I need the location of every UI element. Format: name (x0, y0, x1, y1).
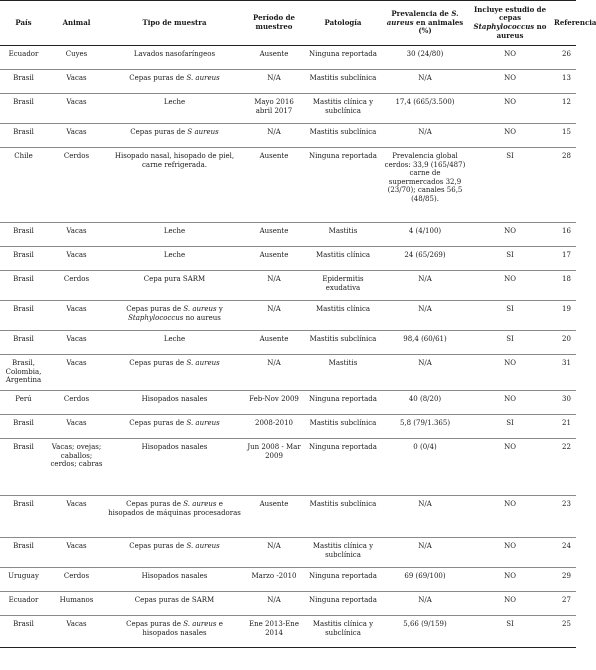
cell-tipo-muestra (106, 301, 243, 331)
header-prevalencia-tail: en animales (%) (413, 17, 464, 36)
cell-periodo: N/A (243, 592, 305, 616)
cell-animal: Cuyes (47, 46, 106, 70)
cell-tipo-muestra (106, 616, 243, 648)
cell-animal: Vacas (47, 94, 106, 124)
tipo-text: e hisopados nasales (142, 620, 223, 637)
cell-pais: Brasil (0, 301, 47, 331)
cell-periodo: N/A (243, 538, 305, 568)
table-row (0, 355, 576, 391)
cell-pais: Brasil (0, 496, 47, 538)
tipo-text: Cepas puras de (126, 305, 184, 313)
cell-patologia: Mastitis subclínica (305, 496, 381, 538)
cell-prevalencia: 98,4 (60/61) (381, 331, 469, 355)
cell-incluye: SI (469, 148, 551, 223)
cell-animal: Vacas (47, 247, 106, 271)
header-prevalencia-species: S. aureus (386, 9, 459, 27)
table-row (0, 46, 576, 70)
table-row (0, 391, 576, 415)
cell-pais: Brasil (0, 94, 47, 124)
cell-prevalencia: N/A (381, 271, 469, 301)
cell-incluye: SI (469, 301, 551, 331)
cell-patologia: Ninguna reportada (305, 148, 381, 223)
cell-tipo-muestra (106, 70, 243, 94)
cell-animal: Vacas (47, 301, 106, 331)
cell-prevalencia: 4 (4/100) (381, 223, 469, 247)
cell-periodo: Ausente (243, 148, 305, 223)
cell-tipo-muestra (106, 124, 243, 148)
table-row (0, 148, 576, 223)
cell-prevalencia: 69 (69/100) (381, 568, 469, 592)
cell-referencia: 26 (551, 46, 576, 70)
cell-incluye: SI (469, 331, 551, 355)
table-header (0, 1, 596, 46)
cell-prevalencia: N/A (381, 124, 469, 148)
cell-prevalencia: N/A (381, 592, 469, 616)
tipo-text: Cepas puras de (130, 128, 188, 136)
cell-incluye: NO (469, 568, 551, 592)
cell-pais: Brasil (0, 415, 47, 439)
cell-referencia: 27 (551, 592, 576, 616)
cell-pais: Chile (0, 148, 47, 223)
header-patologia: Patología (305, 1, 381, 46)
cell-tipo-muestra: Leche (106, 247, 243, 271)
cell-prevalencia: N/A (381, 496, 469, 538)
cell-animal: Vacas (47, 355, 106, 391)
species-name: S. aureus (183, 500, 217, 508)
cell-prevalencia: 30 (24/80) (381, 46, 469, 70)
cell-periodo: Ausente (243, 46, 305, 70)
cell-prevalencia: 24 (65/269) (381, 247, 469, 271)
header-prevalencia-text: Prevalencia de (391, 9, 452, 19)
cell-referencia: 28 (551, 148, 576, 223)
cell-patologia: Mastitis clínica (305, 301, 381, 331)
species-name: S. aureus (186, 359, 220, 367)
cell-patologia: Mastitis subclínica (305, 415, 381, 439)
cell-patologia: Mastitis (305, 223, 381, 247)
cell-tipo-muestra: Hisopados nasales (106, 568, 243, 592)
cell-periodo: Ene 2013-Ene 2014 (243, 616, 305, 648)
cell-referencia: 29 (551, 568, 576, 592)
cell-referencia: 19 (551, 301, 576, 331)
cell-prevalencia: 40 (8/20) (381, 391, 469, 415)
cell-periodo: Feb-Nov 2009 (243, 391, 305, 415)
cell-periodo: Mayo 2016 abril 2017 (243, 94, 305, 124)
table-row (0, 616, 576, 648)
cell-referencia: 31 (551, 355, 576, 391)
cell-tipo-muestra (106, 415, 243, 439)
cell-patologia: Epidermitis exudativa (305, 271, 381, 301)
cell-tipo-muestra: Hisopados nasales (106, 439, 243, 496)
cell-pais: Brasil (0, 70, 47, 94)
cell-pais: Brasil (0, 538, 47, 568)
cell-pais: Brasil (0, 616, 47, 648)
cell-tipo-muestra (106, 355, 243, 391)
cell-prevalencia: N/A (381, 355, 469, 391)
species-name: S. aureus (186, 542, 220, 550)
cell-periodo: N/A (243, 124, 305, 148)
cell-pais: Brasil (0, 439, 47, 496)
table-row (0, 592, 576, 616)
species-name: S. aureus (186, 74, 220, 82)
tipo-text: e hisopados de máquinas procesadoras (108, 500, 241, 517)
cell-animal: Vacas (47, 124, 106, 148)
cell-periodo: N/A (243, 301, 305, 331)
cell-incluye: NO (469, 124, 551, 148)
species-name: S aureus (187, 128, 219, 136)
table-row (0, 70, 576, 94)
cell-periodo: Ausente (243, 331, 305, 355)
cell-periodo: Ausente (243, 223, 305, 247)
header-tipo-muestra: Tipo de muestra (106, 1, 243, 46)
cell-referencia: 30 (551, 391, 576, 415)
cell-referencia: 15 (551, 124, 576, 148)
cell-referencia: 23 (551, 496, 576, 538)
cell-tipo-muestra: Hisopados nasales (106, 391, 243, 415)
cell-tipo-muestra: Leche (106, 94, 243, 124)
cell-patologia: Ninguna reportada (305, 439, 381, 496)
cell-prevalencia: 5,66 (9/159) (381, 616, 469, 648)
cell-referencia: 24 (551, 538, 576, 568)
cell-patologia: Ninguna reportada (305, 46, 381, 70)
cell-pais: Brasil (0, 124, 47, 148)
cell-periodo: N/A (243, 355, 305, 391)
header-animal: Animal (47, 1, 106, 46)
cell-incluye: NO (469, 271, 551, 301)
header-referencia: Referencia (551, 1, 576, 46)
cell-pais: Brasil, Colombia, Argentina (0, 355, 47, 391)
cell-patologia: Mastitis clínica y subclínica (305, 616, 381, 648)
cell-referencia: 18 (551, 271, 576, 301)
tipo-text: Cepas puras de (129, 74, 187, 82)
cell-periodo: N/A (243, 70, 305, 94)
cell-prevalencia: N/A (381, 70, 469, 94)
cell-tipo-muestra: Leche (106, 331, 243, 355)
table-row (0, 223, 576, 247)
cell-pais: Perú (0, 391, 47, 415)
cell-animal: Vacas; ovejas; caballos; cerdos; cabras (47, 439, 106, 496)
tipo-text: Cepas puras de (129, 542, 187, 550)
cell-patologia: Mastitis (305, 355, 381, 391)
cell-incluye: SI (469, 247, 551, 271)
cell-animal: Vacas (47, 223, 106, 247)
cell-pais: Brasil (0, 331, 47, 355)
cell-patologia: Mastitis clínica y subclínica (305, 538, 381, 568)
table-row (0, 538, 576, 568)
cell-referencia: 17 (551, 247, 576, 271)
cell-animal: Cerdos (47, 568, 106, 592)
cell-referencia: 12 (551, 94, 576, 124)
cell-pais: Brasil (0, 271, 47, 301)
table-row (0, 94, 576, 124)
cell-incluye: NO (469, 46, 551, 70)
cell-tipo-muestra (106, 538, 243, 568)
tipo-text: y (216, 305, 223, 313)
cell-prevalencia: N/A (381, 538, 469, 568)
header-pais: País (0, 1, 47, 46)
cell-prevalencia: N/A (381, 301, 469, 331)
table-body (0, 46, 576, 648)
cell-incluye: NO (469, 223, 551, 247)
cell-incluye: SI (469, 415, 551, 439)
tipo-text: Cepas puras de (129, 419, 187, 427)
table-row (0, 568, 576, 592)
cell-incluye: NO (469, 70, 551, 94)
cell-animal: Cerdos (47, 148, 106, 223)
cell-tipo-muestra: Hisopado nasal, hisopado de piel, carne refrigerada. (106, 148, 243, 223)
cell-patologia: Mastitis subclínica (305, 124, 381, 148)
cell-incluye: SI (469, 616, 551, 648)
cell-referencia: 13 (551, 70, 576, 94)
cell-animal: Cerdos (47, 391, 106, 415)
species-name: S. aureus (183, 305, 217, 313)
cell-patologia: Ninguna reportada (305, 391, 381, 415)
cell-periodo: Marzo -2010 (243, 568, 305, 592)
species-name: S. aureus (183, 620, 217, 628)
cell-periodo: Ausente (243, 247, 305, 271)
cell-tipo-muestra: Cepas puras de SARM (106, 592, 243, 616)
species-name: Staphylococcus (128, 313, 184, 322)
cell-animal: Humanos (47, 592, 106, 616)
cell-periodo: 2008-2010 (243, 415, 305, 439)
cell-animal: Vacas (47, 415, 106, 439)
cell-incluye: NO (469, 391, 551, 415)
cell-incluye: NO (469, 439, 551, 496)
species-name: S. aureus (186, 419, 220, 427)
cell-prevalencia: 17,4 (665/3.500) (381, 94, 469, 124)
tipo-text: no aureus (183, 313, 221, 322)
cell-incluye: NO (469, 496, 551, 538)
header-prevalencia (381, 1, 469, 46)
header-incluye (469, 1, 551, 46)
table-row (0, 247, 576, 271)
table-row (0, 301, 576, 331)
header-incluye-text: Incluye estudio de cepas (473, 4, 547, 23)
tipo-text: Cepas puras de (126, 620, 184, 628)
cell-patologia: Mastitis subclínica (305, 70, 381, 94)
cell-tipo-muestra: Lavados nasofaríngeos (106, 46, 243, 70)
table-row (0, 415, 576, 439)
cell-tipo-muestra: Cepa pura SARM (106, 271, 243, 301)
cell-pais: Brasil (0, 247, 47, 271)
cell-incluye: NO (469, 355, 551, 391)
cell-tipo-muestra (106, 496, 243, 538)
table-row (0, 124, 576, 148)
cell-patologia: Ninguna reportada (305, 592, 381, 616)
header-incluye-genus: Staphylococcus (473, 22, 535, 31)
header-row (0, 1, 576, 46)
table-row (0, 271, 576, 301)
cell-incluye: NO (469, 538, 551, 568)
cell-pais: Brasil (0, 223, 47, 247)
cell-pais: Uruguay (0, 568, 47, 592)
cell-prevalencia: Prevalencia global cerdos: 33,9 (165/487) carne de supermercados 32,9 (23/70); canales 56,5 (48/85). (381, 148, 469, 223)
table-row (0, 331, 576, 355)
cell-patologia: Mastitis clínica (305, 247, 381, 271)
cell-tipo-muestra: Leche (106, 223, 243, 247)
cell-prevalencia: 0 (0/4) (381, 439, 469, 496)
cell-referencia: 22 (551, 439, 576, 496)
cell-incluye: NO (469, 94, 551, 124)
cell-pais: Ecuador (0, 46, 47, 70)
header-incluye-tail: no aureus (496, 22, 547, 40)
cell-patologia: Ninguna reportada (305, 568, 381, 592)
cell-animal: Cerdos (47, 271, 106, 301)
cell-patologia: Mastitis subclínica (305, 331, 381, 355)
table-row (0, 439, 576, 496)
cell-periodo: N/A (243, 271, 305, 301)
cell-animal: Vacas (47, 496, 106, 538)
cell-referencia: 21 (551, 415, 576, 439)
header-periodo: Período de muestreo (243, 1, 305, 46)
cell-pais: Ecuador (0, 592, 47, 616)
table-row (0, 496, 576, 538)
cell-incluye: NO (469, 592, 551, 616)
tipo-text: Cepas puras de (126, 500, 184, 508)
cell-patologia: Mastitis clínica y subclínica (305, 94, 381, 124)
cell-prevalencia: 5,8 (79/1.365) (381, 415, 469, 439)
cell-referencia: 25 (551, 616, 576, 648)
tipo-text: Cepas puras de (129, 359, 187, 367)
cell-animal: Vacas (47, 538, 106, 568)
cell-periodo: Jun 2008 - Mar 2009 (243, 439, 305, 496)
cell-animal: Vacas (47, 70, 106, 94)
cell-referencia: 20 (551, 331, 576, 355)
cell-referencia: 16 (551, 223, 576, 247)
cell-animal: Vacas (47, 331, 106, 355)
cell-animal: Vacas (47, 616, 106, 648)
cell-periodo: Ausente (243, 496, 305, 538)
